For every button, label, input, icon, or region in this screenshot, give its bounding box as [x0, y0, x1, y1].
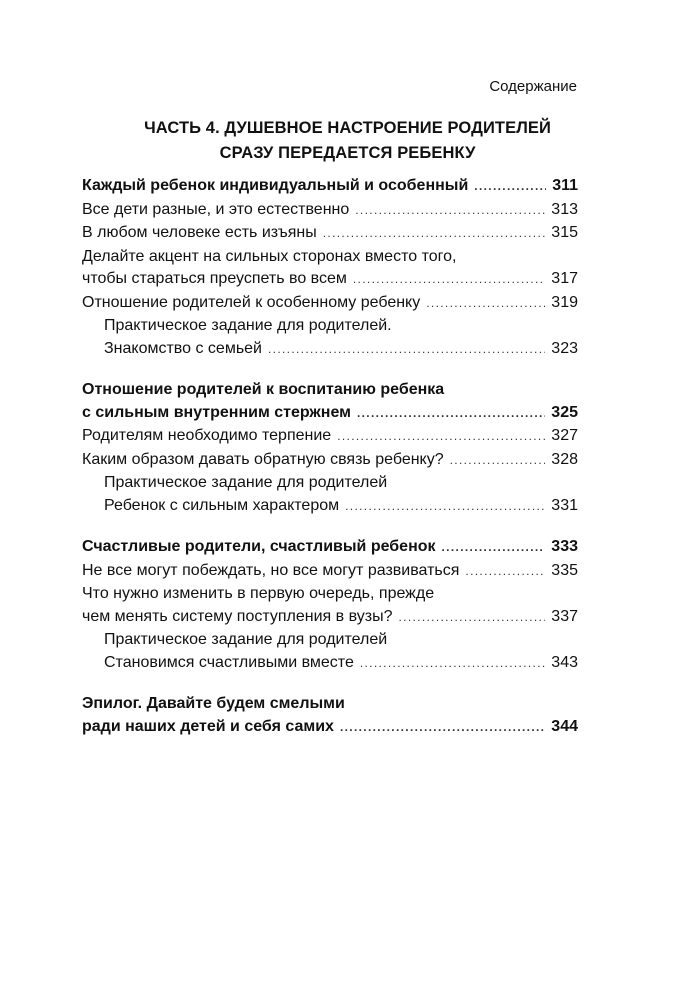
toc-page-number: 344	[551, 717, 578, 735]
toc-row	[104, 652, 578, 675]
toc-row	[82, 536, 578, 559]
dot-leader	[465, 560, 545, 583]
toc-entry	[82, 449, 578, 472]
dot-leader	[450, 449, 546, 472]
toc-row	[82, 716, 578, 739]
toc-entry-title-line: Практическое задание для родителей	[104, 474, 388, 491]
toc-entry-title: Родителям необходимо терпение	[82, 427, 332, 444]
toc-entry	[82, 199, 578, 222]
toc-chapter	[82, 536, 578, 559]
toc-row	[104, 495, 578, 518]
toc-row	[82, 606, 578, 629]
toc-entry-title: чем менять систему поступления в вузы?	[82, 607, 393, 625]
toc-row	[82, 402, 578, 425]
toc-page-number: 313	[551, 200, 578, 218]
toc-entry-title-line: Практическое задание для родителей	[104, 631, 388, 648]
toc-entry-title: ради наших детей и себя самих	[82, 717, 334, 735]
toc-row	[82, 560, 578, 583]
toc-entry-title: с сильным внутренним стержнем	[82, 403, 351, 421]
toc-subentry	[82, 629, 578, 674]
part-title	[0, 116, 695, 166]
toc-entry-title-line: Что нужно изменить в первую очередь, прежде	[82, 585, 435, 602]
dot-leader	[474, 175, 546, 198]
toc-row	[82, 292, 578, 315]
toc-row	[82, 199, 578, 222]
running-header: Содержание	[489, 78, 577, 95]
toc-entry-title-line: Эпилог. Давайте будем смелыми	[82, 695, 345, 712]
toc-entry	[82, 222, 578, 245]
toc-row	[82, 222, 578, 245]
dot-leader	[345, 495, 545, 518]
toc-entry	[82, 425, 578, 448]
dot-leader	[353, 268, 545, 291]
toc-entry-title-line: Практическое задание для родителей.	[104, 317, 392, 334]
toc-entry-title: Каким образом давать обратную связь ребенку?	[82, 450, 444, 468]
dot-leader	[360, 652, 545, 675]
toc-entry	[82, 292, 578, 315]
toc-page-number: 323	[551, 339, 578, 357]
dot-leader	[442, 536, 546, 559]
toc-page-number: 335	[551, 561, 578, 579]
toc-entry-title: Ребенок с сильным характером	[104, 496, 340, 514]
toc-row	[82, 425, 578, 448]
toc-entry-title: Становимся счастливыми вместе	[104, 653, 354, 671]
part-title-line: СРАЗУ ПЕРЕДАЕТСЯ РЕБЕНКУ	[219, 144, 476, 162]
dot-leader	[398, 606, 545, 629]
toc-entry-title-line: Делайте акцент на сильных сторонах вместо того,	[82, 247, 457, 265]
toc-entry-title: Каждый ребенок индивидуальный и особенный	[82, 177, 469, 194]
toc-entry-title: В любом человеке есть изъяны	[82, 224, 317, 241]
toc-page-number: 325	[551, 403, 578, 421]
toc-subentry	[82, 472, 578, 517]
toc-page-number: 333	[551, 538, 578, 555]
toc-row	[82, 449, 578, 472]
toc-entry-title: Не все могут побеждать, но все могут развиваться	[82, 561, 460, 579]
toc-chapter	[82, 693, 578, 738]
dot-leader	[355, 199, 545, 222]
part-title-line: ЧАСТЬ 4. ДУШЕВНОЕ НАСТРОЕНИЕ РОДИТЕЛЕЙ	[144, 119, 551, 137]
toc-page-number: 315	[551, 224, 578, 241]
dot-leader	[323, 222, 546, 245]
toc-entry-title: Отношение родителей к особенному ребенку	[82, 293, 421, 311]
toc-section	[82, 175, 578, 360]
toc-row	[82, 175, 578, 198]
toc-chapter	[82, 379, 578, 424]
dot-leader	[357, 402, 545, 425]
toc-page-number: 327	[551, 427, 578, 444]
table-of-contents	[82, 175, 578, 757]
toc-entry-title: чтобы стараться преуспеть во всем	[82, 270, 347, 287]
dot-leader	[337, 425, 545, 448]
toc-page-number: 343	[551, 653, 578, 671]
toc-row	[104, 338, 578, 361]
toc-section	[82, 693, 578, 738]
dot-leader	[268, 338, 545, 361]
toc-entry	[82, 583, 578, 628]
toc-page-number: 319	[551, 293, 578, 311]
toc-page-number: 317	[551, 270, 578, 287]
toc-row	[82, 268, 578, 291]
toc-chapter	[82, 175, 578, 198]
toc-entry-title: Знакомство с семьей	[104, 339, 262, 357]
dot-leader	[340, 716, 545, 739]
toc-entry	[82, 560, 578, 583]
toc-page-number: 328	[551, 450, 578, 468]
toc-entry	[82, 246, 578, 291]
toc-subentry	[82, 315, 578, 360]
toc-page-number: 311	[552, 177, 578, 194]
toc-section	[82, 379, 578, 517]
toc-section	[82, 536, 578, 674]
dot-leader	[426, 292, 545, 315]
toc-entry-title: Счастливые родители, счастливый ребенок	[82, 538, 436, 555]
toc-page-number: 331	[551, 496, 578, 514]
toc-entry-title: Все дети разные, и это естественно	[82, 200, 350, 218]
toc-page-number: 337	[551, 607, 578, 625]
toc-entry-title-line: Отношение родителей к воспитанию ребенка	[82, 381, 445, 398]
